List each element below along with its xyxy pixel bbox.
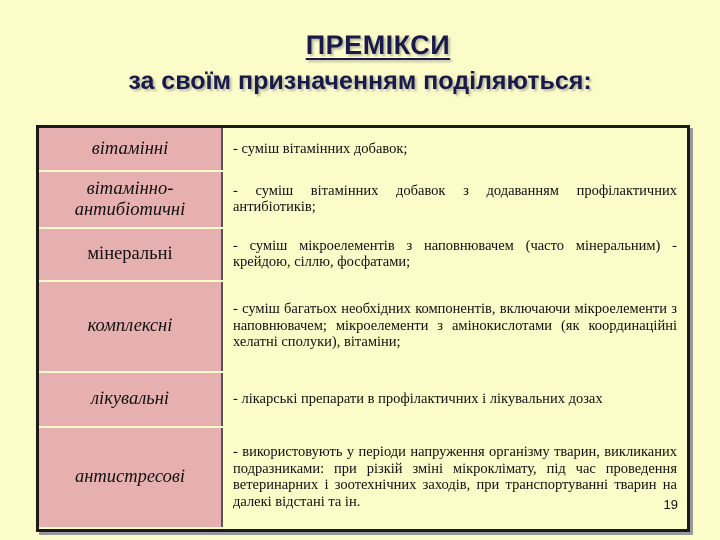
term-cell: вітамінні [39, 128, 222, 171]
desc-cell: - лікарські препарати в профілактичних і лікувальних дозах [222, 372, 687, 427]
table-row [39, 372, 687, 427]
desc-cell: - суміш вітамінних добавок з додаванням профілактичних антибіотиків; [222, 171, 687, 228]
desc-cell: - суміш багатьох необхідних компонентів, включаючи мікроелементи з наповнювачем; мікроелементи з амінокислотами (як координаційні хелатні сполуки), вітаміни; [222, 281, 687, 372]
term-cell: комплексні [39, 281, 222, 372]
slide-subtitle: за своїм призначенням поділяються: [128, 67, 592, 95]
table-row [39, 427, 687, 528]
slide-title: ПРЕМІКСИ [305, 30, 451, 60]
table-row [39, 281, 687, 372]
title-block [0, 30, 720, 96]
table-row [39, 228, 687, 281]
desc-cell: - суміш мікроелементів з наповнювачем (часто мінеральним) - крейдою, сіллю, фосфатами; [222, 228, 687, 281]
desc-cell: - використовують у періоди напруження організму тварин, викликаних подразниками: при різкій зміні мікроклімату, під час проведення ветеринарних і зоотехнічних заходів, при транспортуванні тварин на далекі відстані та ін. [222, 427, 687, 528]
term-cell: лікувальні [39, 372, 222, 427]
table-row [39, 128, 687, 171]
desc-cell: - суміш вітамінних добавок; [222, 128, 687, 171]
premix-table-grid [39, 128, 687, 529]
term-cell: вітамінно-антибіотичні [39, 171, 222, 228]
premix-table [36, 125, 690, 532]
page-number: 19 [663, 497, 678, 512]
table-row [39, 171, 687, 228]
term-cell: мінеральні [39, 228, 222, 281]
term-cell: антистресові [39, 427, 222, 528]
